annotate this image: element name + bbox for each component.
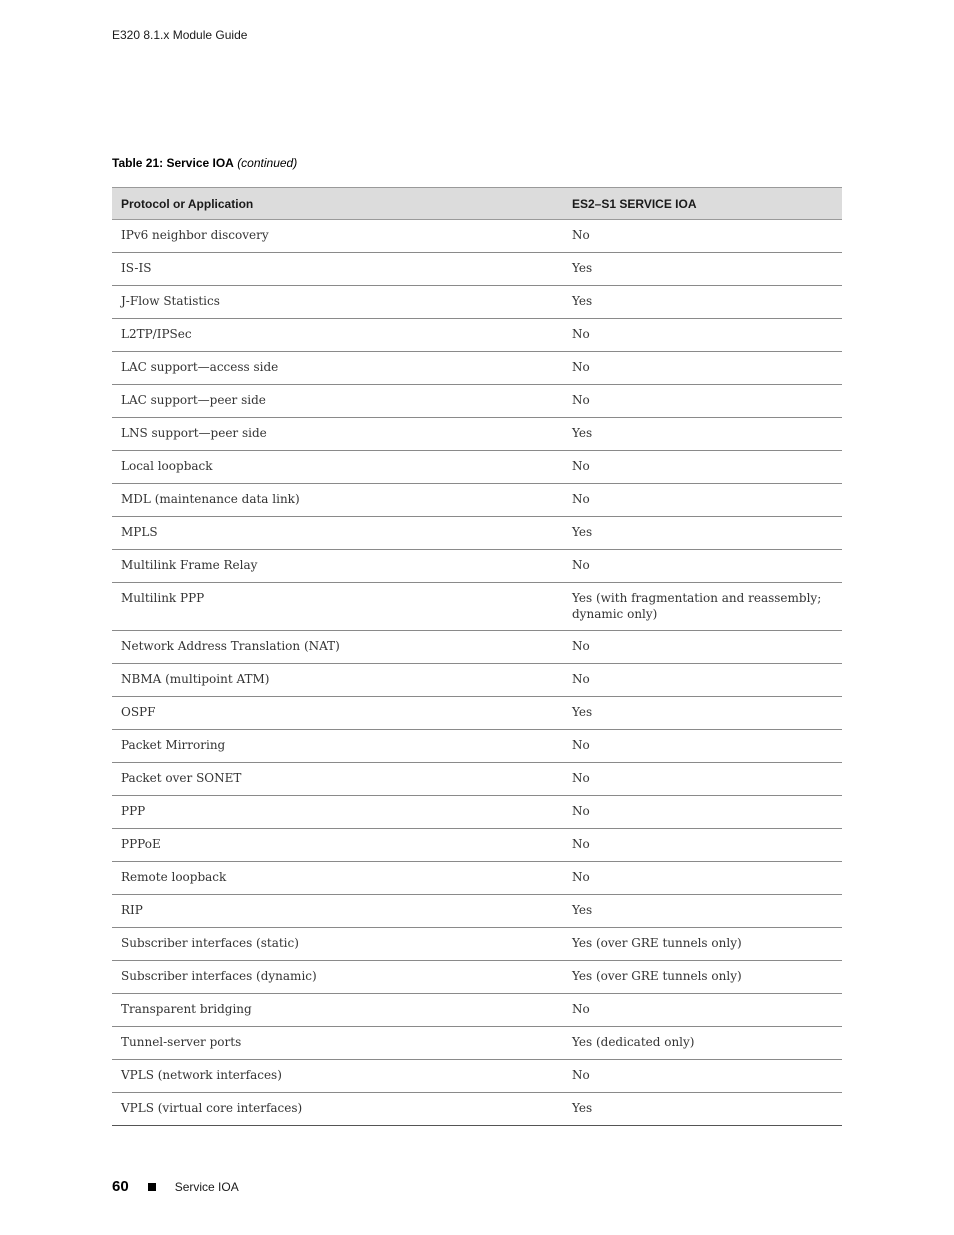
- protocol-cell: Multilink Frame Relay: [112, 550, 563, 583]
- support-cell: Yes: [563, 1093, 842, 1126]
- table-caption-label: Table 21: Service IOA: [112, 156, 234, 170]
- support-cell: No: [563, 829, 842, 862]
- table-row: [112, 253, 842, 286]
- table-row: [112, 763, 842, 796]
- table-row: [112, 220, 842, 253]
- table-row: [112, 1027, 842, 1060]
- support-cell: Yes: [563, 517, 842, 550]
- table-row: [112, 631, 842, 664]
- support-cell: No: [563, 352, 842, 385]
- protocol-cell: Subscriber interfaces (static): [112, 928, 563, 961]
- protocol-cell: VPLS (virtual core interfaces): [112, 1093, 563, 1126]
- support-cell: Yes (over GRE tunnels only): [563, 928, 842, 961]
- protocol-cell: IPv6 neighbor discovery: [112, 220, 563, 253]
- protocol-cell: Network Address Translation (NAT): [112, 631, 563, 664]
- protocol-cell: Packet over SONET: [112, 763, 563, 796]
- protocol-cell: PPPoE: [112, 829, 563, 862]
- table-row: [112, 451, 842, 484]
- support-cell: Yes: [563, 697, 842, 730]
- protocol-cell: OSPF: [112, 697, 563, 730]
- support-cell: No: [563, 550, 842, 583]
- support-cell: Yes (dedicated only): [563, 1027, 842, 1060]
- support-cell: No: [563, 994, 842, 1027]
- protocol-cell: LNS support—peer side: [112, 418, 563, 451]
- support-cell: No: [563, 763, 842, 796]
- table-caption-qualifier: (continued): [237, 156, 298, 170]
- table-row: [112, 862, 842, 895]
- table-row: [112, 730, 842, 763]
- table-row: [112, 928, 842, 961]
- table-row: [112, 418, 842, 451]
- protocol-cell: Multilink PPP: [112, 583, 563, 631]
- table-row: [112, 385, 842, 418]
- protocol-cell: LAC support—peer side: [112, 385, 563, 418]
- table-row: [112, 352, 842, 385]
- table-row: [112, 1093, 842, 1126]
- table-row: [112, 1060, 842, 1093]
- protocol-cell: Tunnel-server ports: [112, 1027, 563, 1060]
- protocol-cell: LAC support—access side: [112, 352, 563, 385]
- support-cell: Yes (with fragmentation and reassembly; dynamic only): [563, 583, 842, 631]
- protocol-cell: Local loopback: [112, 451, 563, 484]
- protocol-cell: NBMA (multipoint ATM): [112, 664, 563, 697]
- support-cell: No: [563, 1060, 842, 1093]
- support-cell: No: [563, 319, 842, 352]
- page-number: 60: [112, 1178, 129, 1195]
- support-cell: No: [563, 730, 842, 763]
- support-cell: No: [563, 631, 842, 664]
- table-row: [112, 664, 842, 697]
- table-row: [112, 517, 842, 550]
- support-cell: Yes: [563, 253, 842, 286]
- protocol-cell: RIP: [112, 895, 563, 928]
- support-cell: Yes: [563, 895, 842, 928]
- support-cell: No: [563, 484, 842, 517]
- table-row: [112, 319, 842, 352]
- service-ioa-table: [112, 187, 842, 1126]
- table-body: [112, 220, 842, 1126]
- table-row: [112, 796, 842, 829]
- footer-section-name: Service IOA: [174, 1179, 239, 1194]
- protocol-cell: PPP: [112, 796, 563, 829]
- support-cell: Yes (over GRE tunnels only): [563, 961, 842, 994]
- support-cell: No: [563, 664, 842, 697]
- table-row: [112, 829, 842, 862]
- table-row: [112, 286, 842, 319]
- support-cell: No: [563, 796, 842, 829]
- protocol-cell: VPLS (network interfaces): [112, 1060, 563, 1093]
- protocol-cell: J-Flow Statistics: [112, 286, 563, 319]
- protocol-cell: MPLS: [112, 517, 563, 550]
- square-bullet-icon: [148, 1183, 156, 1191]
- table-caption: [112, 156, 297, 170]
- table-row: [112, 484, 842, 517]
- table-row: [112, 583, 842, 631]
- column-header-protocol: Protocol or Application: [112, 188, 563, 220]
- support-cell: No: [563, 451, 842, 484]
- support-cell: No: [563, 220, 842, 253]
- column-header-es2-s1: ES2–S1 SERVICE IOA: [563, 188, 842, 220]
- table-row: [112, 994, 842, 1027]
- protocol-cell: Remote loopback: [112, 862, 563, 895]
- support-cell: Yes: [563, 418, 842, 451]
- support-cell: No: [563, 385, 842, 418]
- page-footer: [112, 1178, 239, 1195]
- running-header: E320 8.1.x Module Guide: [112, 28, 248, 42]
- table-row: [112, 895, 842, 928]
- table-header-row: [112, 188, 842, 220]
- table-row: [112, 697, 842, 730]
- support-cell: Yes: [563, 286, 842, 319]
- protocol-cell: L2TP/IPSec: [112, 319, 563, 352]
- protocol-cell: Transparent bridging: [112, 994, 563, 1027]
- table-row: [112, 961, 842, 994]
- protocol-cell: MDL (maintenance data link): [112, 484, 563, 517]
- protocol-cell: IS-IS: [112, 253, 563, 286]
- table-row: [112, 550, 842, 583]
- support-cell: No: [563, 862, 842, 895]
- protocol-cell: Subscriber interfaces (dynamic): [112, 961, 563, 994]
- protocol-cell: Packet Mirroring: [112, 730, 563, 763]
